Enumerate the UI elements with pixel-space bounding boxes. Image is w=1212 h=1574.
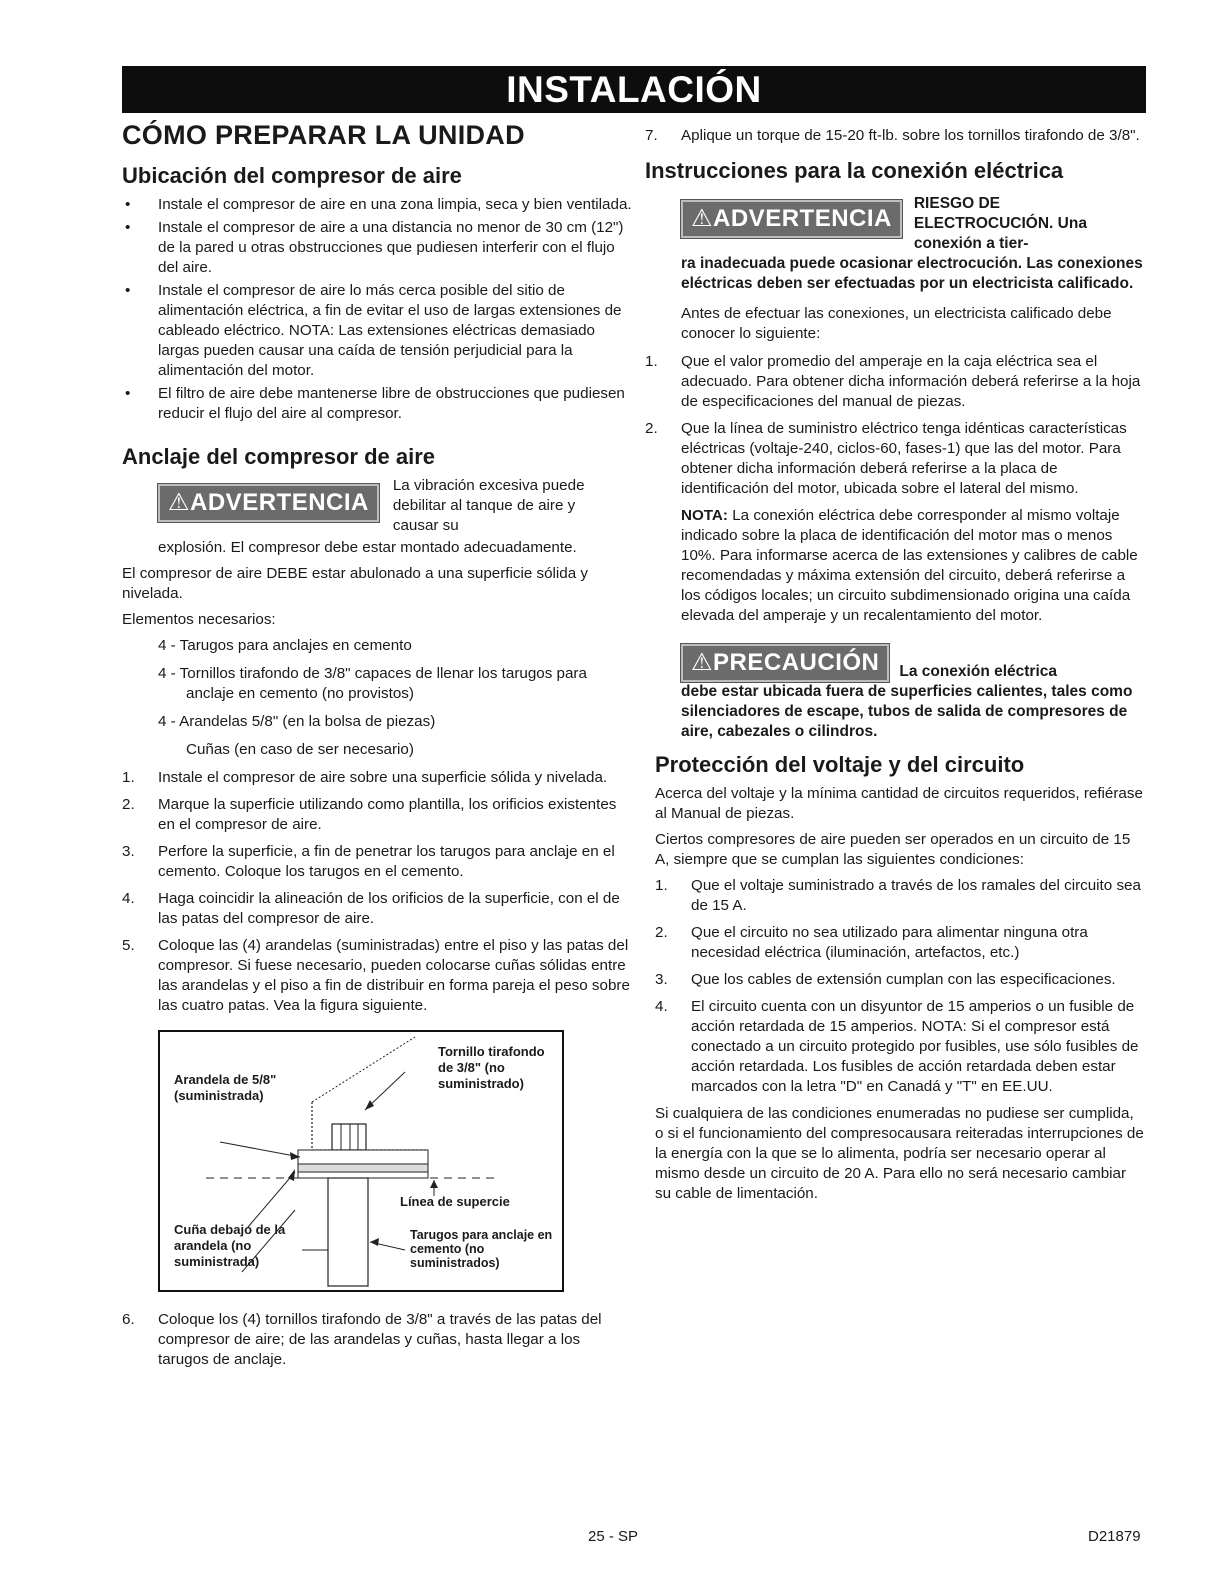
document-code: D21879 — [1088, 1528, 1141, 1545]
list-item: 3. Que los cables de extensión cumplan con las especificaciones. — [655, 971, 1116, 988]
list-item: 4. El circuito cuenta con un disyuntor de 15 amperios o un fusible de acción retardada de 15 amperios. NOTA: Si el compresor está conectado a un circuito protegido por fusibles, use sólo fusibles de acción retardada. Los fusibles de acción retardada deben estar marcados con la letra "D" en Canadá y "T" en EE.UU. — [655, 998, 1139, 1095]
caution-badge: ⚠PRECAUCIÓN — [681, 644, 889, 682]
warning-badge: ⚠ADVERTENCIA — [681, 200, 902, 238]
protection-body — [655, 784, 1145, 1204]
warning-rest-text: explosión. El compresor debe estar montado adecuadamente. — [158, 539, 577, 556]
protection-steps — [655, 876, 1145, 1097]
electrical-steps — [645, 352, 1145, 499]
torque-step — [645, 126, 1145, 146]
needed-items — [158, 636, 632, 760]
figure-label-screw: Tornillo tirafondo de 3/8" (no suministrado) — [438, 1044, 545, 1091]
electrical-intro: Antes de efectuar las conexiones, un electricista calificado debe conocer lo siguiente: — [681, 305, 1112, 342]
caution-rest-text: debe estar ubicada fuera de superficies calientes, tales como silenciadores de escape, tubos de salida de compresores de aire, cabezales o cilindros. — [681, 683, 1133, 740]
protection-p2: Ciertos compresores de aire pueden ser operados en un circuito de 15 A, siempre que se cumplan las siguientes condiciones: — [655, 831, 1131, 868]
protection-p3: Si cualquiera de las condiciones enumeradas no pudiese ser cumplida, o si el funcionamiento del compresocausara reiteradas interrupciones de la energía con la que se lo alimenta, podría ser necesario operar al mismo desde un circuito de 20 A. Para ello no será necesario cambiar su cable de limentación. — [655, 1105, 1144, 1202]
list-item: Cuñas (en caso de ser necesario) — [186, 741, 414, 758]
warning-side-text: La vibración excesiva puede debilitar al tanque de aire y causar su — [392, 477, 585, 534]
anchor-steps — [122, 768, 632, 1016]
location-heading: Ubicación del compresor de aire — [122, 163, 462, 188]
list-item: • Instale el compresor de aire lo más cerca posible del sitio de alimentación eléctrica, a fin de evitar el uso de largas extensiones de cableado eléctrico. NOTA: Las extensiones eléctricas demasiado largas pueden causar una caída de tensión perjudicial para la alimentación del motor. — [122, 281, 632, 381]
caution-block — [681, 644, 1145, 742]
section-banner: INSTALACIÓN — [122, 66, 1146, 113]
right-column — [645, 126, 1145, 1210]
list-item: 1. Que el voltaje suministrado a través de los ramales del circuito sea de 15 A. — [655, 877, 1141, 914]
figure-label-plugs: Tarugos para anclaje en cemento (no suministrados) — [410, 1228, 553, 1270]
list-item: • El filtro de aire debe mantenerse libre de obstrucciones que pudiesen reducir el flujo del aire al compresor. — [122, 384, 632, 424]
list-item: 4. Haga coincidir la alineación de los orificios de la superficie, con el de las patas del compresor de aire. — [122, 890, 620, 927]
figure-label-washer: Arandela de 5/8" (suministrada) — [174, 1072, 277, 1103]
list-item: 3. Perfore la superficie, a fin de penetrar los tarugos para anclaje en el cemento. Coloque los tarugos en el cemento. — [122, 843, 615, 880]
location-bullets — [122, 195, 632, 424]
list-item: 6. Coloque los (4) tornillos tirafondo de 3/8" a través de las patas del compresor de aire; de las arandelas y cuñas, hasta llegar a los tarugos de anclaje. — [122, 1311, 602, 1368]
list-item: 4 - Tarugos para anclajes en cemento — [158, 637, 412, 654]
list-item: 4 - Arandelas 5/8" (en la bolsa de piezas) — [158, 713, 436, 730]
list-item: 2. Que el circuito no sea utilizado para alimentar ninguna otra necesidad eléctrica (iluminación, artefactos, etc.) — [655, 924, 1088, 961]
list-item: 1. Instale el compresor de aire sobre una superficie sólida y nivelada. — [122, 769, 608, 786]
caution-side-text: La conexión eléctrica — [899, 663, 1058, 680]
list-item: 4 - Tornillos tirafondo de 3/8" capaces de llenar los tarugos para anclaje en cemento (no provistos) — [158, 665, 587, 702]
left-column — [122, 120, 632, 1377]
list-item: 1. Que el valor promedio del amperaje en la caja eléctrica sea el adecuado. Para obtener dicha información deberá referirse a la hoja de especificaciones del manual de piezas. — [645, 353, 1141, 410]
list-item: • Instale el compresor de aire en una zona limpia, seca y bien ventilada. — [122, 195, 632, 215]
section-title: CÓMO PREPARAR LA UNIDAD — [122, 120, 525, 150]
figure-label-surface: Línea de supercie — [400, 1194, 510, 1209]
protection-p1: Acerca del voltaje y la mínima cantidad de circuitos requeridos, refiérase al Manual de piezas. — [655, 785, 1143, 822]
anchor-warning — [158, 476, 632, 558]
anchor-figure — [158, 1030, 564, 1292]
electrical-note: NOTA: La conexión eléctrica debe corresponder al mismo voltaje indicado sobre la placa de identificación del motor mas o menos 10%. Para informarse acerca de las extensiones y calibres de cable recomendadas y máxima extensión del circuito, deberá referirse a los códigos locales; un circuito subdimensionado origina una caída elevada del amperaje y un recalentamiento del motor. — [681, 507, 1138, 624]
figure-label-shim: Cuña debajo de la arandela (no suministrada) — [174, 1222, 286, 1269]
electrical-heading: Instrucciones para la conexión eléctrica — [645, 158, 1064, 183]
anchor-must-text: El compresor de aire DEBE estar abulonado a una superficie sólida y nivelada. — [122, 565, 589, 602]
list-item: 5. Coloque las (4) arandelas (suministradas) entre el piso y las patas del compresor. Si fuese necesario, pueden colocarse cuñas sólidas entre las arandelas y el piso a fin de distribuir en forma pareja el peso sobre las cuatro patas. Vea la figura siguiente. — [122, 937, 630, 1014]
list-item: 2. Que la línea de suministro eléctrico tenga idénticas características eléctricas (voltaje-240, ciclos-60, fases-1) que las del motor. Para obtener dicha información deberá referirse a la placa de identificación del motor, ubicada sobre el lateral del mismo. — [645, 420, 1127, 497]
list-item: 7. Aplique un torque de 15-20 ft-lb. sobre los tornillos tirafondo de 3/8". — [645, 127, 1140, 144]
page-number: 25 - SP — [588, 1528, 639, 1545]
warning-side-text: RIESGO DE ELECTROCUCIÓN. Una conexión a tier- — [913, 195, 1087, 252]
needed-label: Elementos necesarios: — [122, 611, 276, 628]
electrical-warning — [681, 194, 1145, 294]
list-item: 2. Marque la superficie utilizando como plantilla, los orificios existentes en el compresor de aire. — [122, 796, 617, 833]
warning-rest-text: ra inadecuada puede ocasionar electrocución. Las conexiones eléctricas deben ser efectuadas por un electricista calificado. — [681, 255, 1143, 292]
anchor-step-6 — [122, 1310, 632, 1370]
anchor-heading: Anclaje del compresor de aire — [122, 444, 436, 469]
warning-badge: ⚠ADVERTENCIA — [158, 484, 379, 522]
list-item: • Instale el compresor de aire a una distancia no menor de 30 cm (12") de la pared u otras obstrucciones que pudiesen interferir con el flujo del aire. — [122, 218, 632, 278]
protection-heading: Protección del voltaje y del circuito — [655, 752, 1025, 777]
